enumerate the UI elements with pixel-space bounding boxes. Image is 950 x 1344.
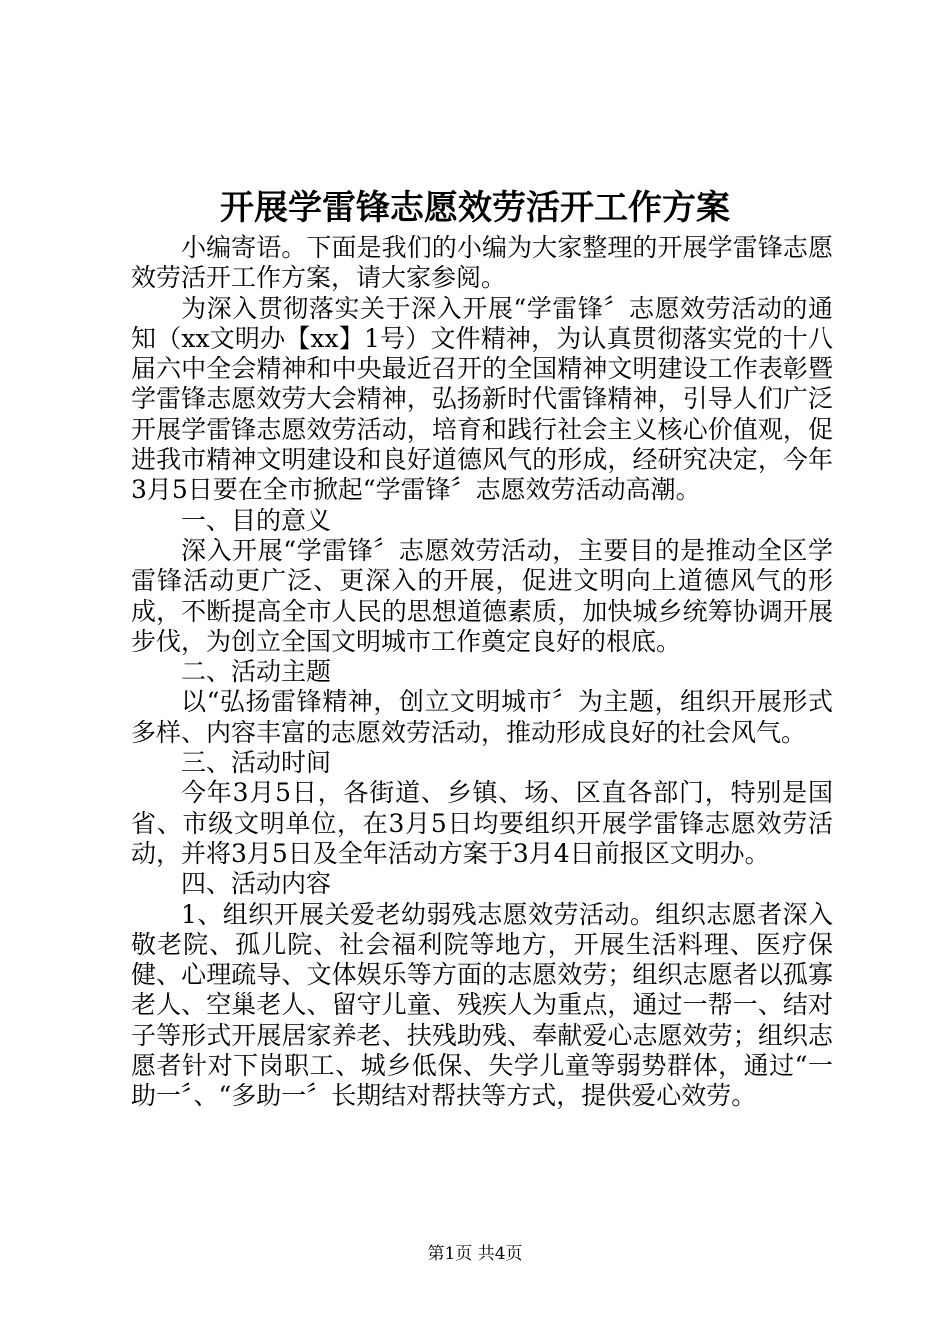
paragraph-background: 为深入贯彻落实关于深入开展“学雷锋〞志愿效劳活动的通知（xx文明办【xx】1号）文件精神，为认真贯彻落实党的十八届六中全会精神和中央最近召开的全国精神文明建设工作表彰暨学雷锋志愿效劳大会精神，弘扬新时代雷锋精神，引导人们广泛开展学雷锋志愿效劳活动，培育和践行社会主义核心价值观，促进我市精神文明建设和良好道德风气的形成，经研究决定，今年3月5日要在全市掀起“学雷锋〞志愿效劳活动高潮。 [131,293,833,505]
paragraph-purpose: 深入开展“学雷锋〞志愿效劳活动，主要目的是推动全区学雷锋活动更广泛、更深入的开展，促进文明向上道德风气的形成，不断提高全市人民的思想道德素质，加快城乡统筹协调开展步伐，为创立全国文明城市工作奠定良好的根底。 [131,535,833,656]
section-heading-content: 四、活动内容 [181,869,332,899]
paragraph-content-1: 1、组织开展关爱老幼弱残志愿效劳活动。组织志愿者深入敬老院、孤儿院、社会福利院等地方，开展生活料理、医疗保健、心理疏导、文体娱乐等方面的志愿效劳；组织志愿者以孤寡老人、空巢老人、留守儿童、残疾人为重点，通过一帮一、结对子等形式开展居家养老、扶残助残、奉献爱心志愿效劳；组织志愿者针对下岗职工、城乡低保、失学儿童等弱势群体，通过“一助一〞、“多助一〞长期结对帮扶等方式，提供爱心效劳。 [131,899,833,1111]
section-heading-time: 三、活动时间 [181,748,332,778]
document-title: 开展学雷锋志愿效劳活开工作方案 [220,188,730,228]
document-body [131,233,833,1112]
section-heading-theme: 二、活动主题 [181,657,332,687]
page-footer: 第1页 共4页 [427,1244,523,1264]
paragraph-time: 今年3月5日，各街道、乡镇、场、区直各部门，特别是国省、市级文明单位，在3月5日均要组织开展学雷锋志愿效劳活动，并将3月5日及全年活动方案于3月4日前报区文明办。 [131,778,833,868]
paragraph-intro: 小编寄语。下面是我们的小编为大家整理的开展学雷锋志愿效劳活开工作方案，请大家参阅。 [131,233,833,293]
section-heading-purpose: 一、目的意义 [181,505,332,535]
paragraph-theme: 以“弘扬雷锋精神，创立文明城市〞为主题，组织开展形式多样、内容丰富的志愿效劳活动，推动形成良好的社会风气。 [131,687,833,747]
